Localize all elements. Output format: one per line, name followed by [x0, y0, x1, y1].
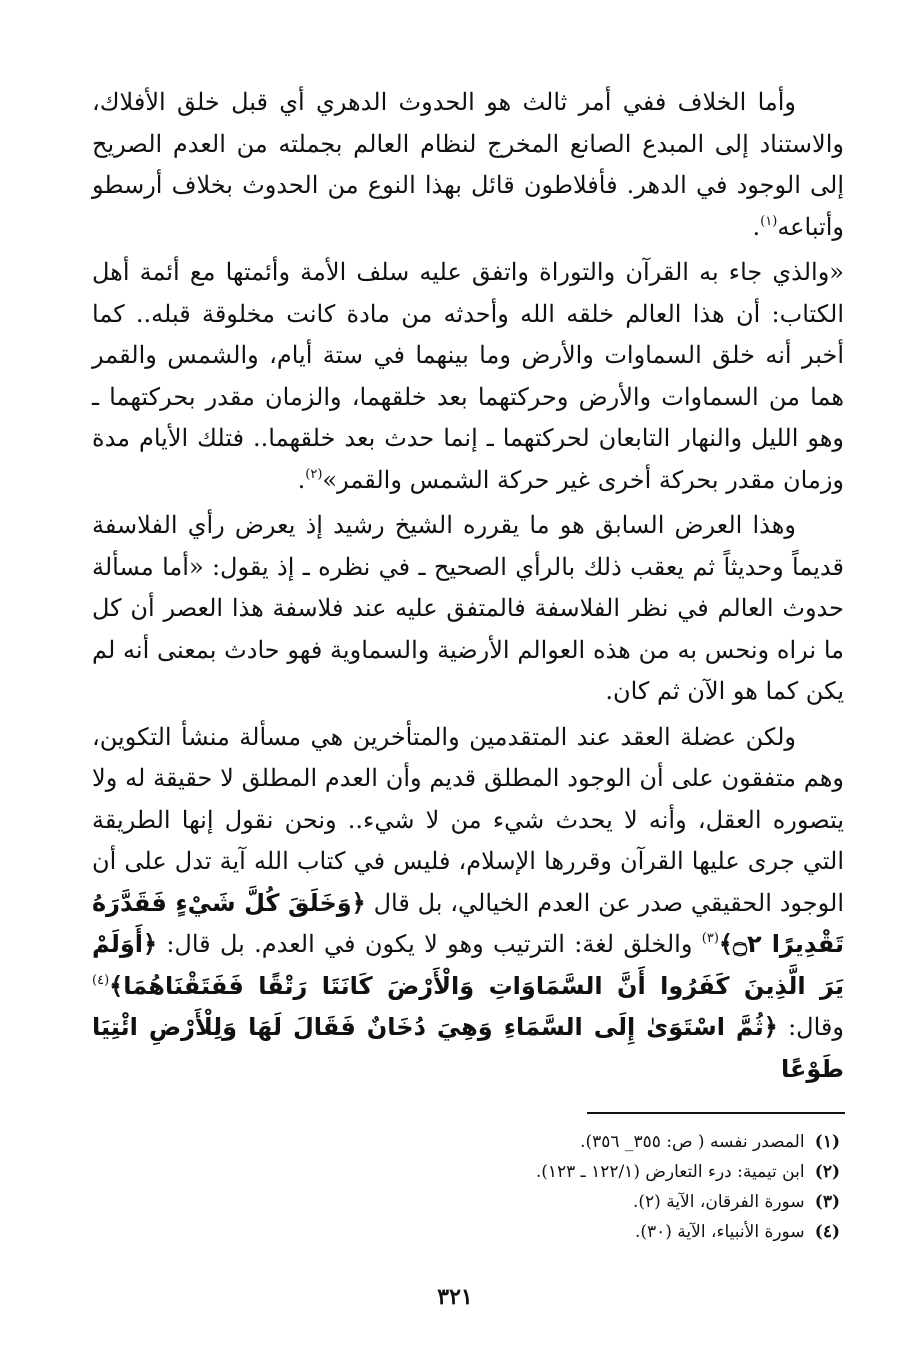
footnote-number: (٣)	[814, 1192, 840, 1212]
footnote-number: (٢)	[814, 1162, 840, 1182]
footnote-3	[300, 1187, 840, 1217]
main-text	[92, 82, 844, 1090]
page-number: ٣٢١	[437, 1284, 473, 1310]
quran-verse: ﴿أَوَلَمْ يَرَ الَّذِينَ كَفَرُوا أَنَّ السَّمَاوَاتِ وَالْأَرْضَ كَانَتَا رَتْقًا فَفَتَقْنَاهُمَا﴾	[92, 930, 844, 1000]
paragraph-text: .	[297, 465, 306, 494]
footnote-text: سورة الأنبياء، الآية (٣٠).	[634, 1222, 805, 1242]
paragraph-text: وأما الخلاف ففي أمر ثالث هو الحدوث الدهري أي قبل خلق الأفلاك، والاستناد إلى المبدع الصانع المخرج لنظام العالم بجملته من العدم الصريح إلى الوجود في الدهر. فأفلاطون قائل بهذا النوع من الحدوث بخلاف أرسطو وأتباعه	[92, 88, 845, 241]
footnote-text: ابن تيمية: درء التعارض (١٢٢/١ ـ ١٢٣).	[535, 1162, 805, 1182]
footnote-reference: (٣)	[701, 931, 719, 946]
paragraph-text: وقال:	[777, 1013, 844, 1041]
footnote-1	[300, 1127, 840, 1157]
paragraph-text: والخلق لغة: الترتيب وهو لا يكون في العدم. بل قال:	[157, 930, 702, 958]
quran-verse: ﴿ثُمَّ اسْتَوَىٰ إِلَى السَّمَاءِ وَهِيَ دُخَانٌ فَقَالَ لَهَا وَلِلْأَرْضِ ائْتِيَا طَوْعًا	[92, 1013, 844, 1083]
footnote-text: سورة الفرقان، الآية (٢).	[632, 1192, 805, 1212]
footnote-reference: (٢)	[305, 466, 323, 482]
paragraph-text: ولكن عضلة العقد عند المتقدمين والمتأخرين هي مسألة منشأ التكوين، وهم متفقون على أن الوجود المطلق قديم وأن العدم المطلق لا حقيقة له ولا يتصوره العقل، وأنه لا يحدث شيء من لا شيء.. ونحن نقول إنها الطريقة التي جرى عليها القرآن وقررها الإسلام، فليس في كتاب الله آية تدل على أن الوجود الحقيقي صدر عن العدم الخيالي، بل قال	[92, 722, 845, 917]
paragraph-text: .	[752, 212, 761, 241]
footnote-number: (٤)	[814, 1222, 840, 1242]
paragraph-text: وهذا العرض السابق هو ما يقرره الشيخ رشيد إذ يعرض رأي الفلاسفة قديماً وحديثاً ثم يعقب ذلك بالرأي الصحيح ـ في نظره ـ إذ يقول: «أما مسألة حدوث العالم في نظر الفلاسفة فالمتفق عليه عند فلاسفة هذا العصر أن كل ما نراه ونحس به من هذه العوالم الأرضية والسماوية فهو حادث بمعنى أنه لم يكن كما هو الآن ثم كان.	[92, 511, 844, 705]
paragraph	[92, 717, 844, 1091]
footnote-reference: (٤)	[92, 972, 110, 988]
paragraph	[92, 252, 844, 501]
paragraph	[92, 505, 844, 713]
footnote-4	[300, 1217, 840, 1247]
quran-verse: ﴿وَخَلَقَ كُلَّ شَيْءٍ فَقَدَّرَهُ تَقْدِيرًا ۝٢﴾	[92, 888, 845, 958]
footnote-2	[300, 1157, 840, 1187]
paragraph	[92, 82, 844, 248]
footnote-reference: (١)	[760, 213, 778, 229]
footnote-text: المصدر نفسه ( ص: ٣٥٥_ ٣٥٦).	[580, 1132, 805, 1152]
paragraph-text: «والذي جاء به القرآن والتوراة واتفق عليه سلف الأمة وأئمتها مع أئمة أهل الكتاب: أن هذا العالم خلقه الله وأحدثه من مادة كانت مخلوقة قبله.. كما أخبر أنه خلق السماوات والأرض وما بينهما في ستة أيام، والشمس والقمر هما من السماوات والأرض وحركتهما بعد خلقهما، والزمان مقدر بحركتهما ـ وهو الليل والنهار التابعان لحركتهما ـ إنما حدث بعد خلقهما.. فتلك الأيام مدة وزمان مقدر بحركة أخرى غير حركة الشمس والقمر»	[92, 258, 845, 494]
footnote-number: (١)	[814, 1132, 840, 1152]
footnotes	[300, 1127, 840, 1247]
footnote-separator	[587, 1112, 845, 1114]
